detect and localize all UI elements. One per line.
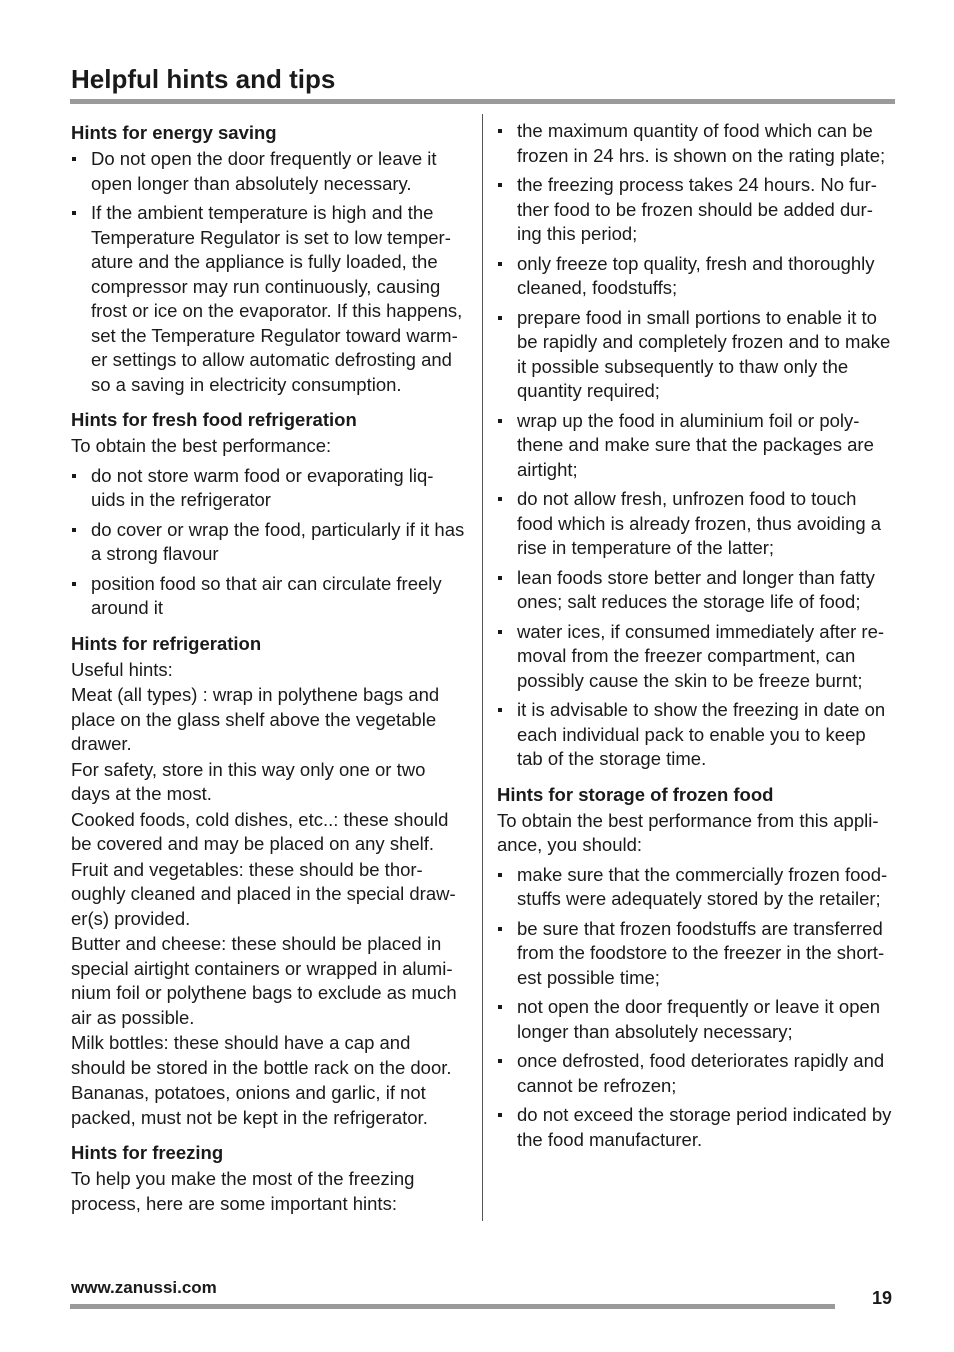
list-item: do not allow fresh, unfrozen food to touch food which is already frozen, thus avoiding a rise in temperature of the latter; bbox=[497, 487, 895, 561]
bullet-icon bbox=[72, 157, 76, 161]
paragraph: Cooked foods, cold dishes, etc..: these should be covered and may be placed on any shelf. bbox=[71, 808, 449, 854]
paragraph: Milk bottles: these should have a cap and should be stored in the bottle rack on the door. bbox=[71, 1032, 452, 1078]
list-item: position food so that air can circulate freely around it bbox=[71, 572, 469, 621]
storage-list bbox=[497, 863, 895, 1153]
paragraph: Useful hints: bbox=[71, 658, 173, 680]
storage-heading: Hints for storage of frozen food bbox=[497, 783, 774, 805]
energy-list bbox=[71, 147, 469, 397]
bullet-icon bbox=[498, 630, 502, 634]
list-item: make sure that the commercially frozen food- stuffs were adequately stored by the retailer; bbox=[497, 863, 895, 912]
bullet-icon bbox=[498, 316, 502, 320]
bullet-icon bbox=[498, 419, 502, 423]
bullet-icon bbox=[72, 474, 76, 478]
fresh-intro: To obtain the best performance: bbox=[71, 435, 332, 456]
left-column bbox=[71, 119, 469, 1217]
fresh-heading: Hints for fresh food refrigeration bbox=[71, 409, 357, 430]
bullet-icon bbox=[498, 497, 502, 501]
storage-intro: To obtain the best performance from this appli- ance, you should: bbox=[497, 809, 879, 855]
page-number: 19 bbox=[872, 1288, 893, 1308]
bullet-icon bbox=[72, 528, 76, 532]
bullet-icon bbox=[498, 129, 502, 133]
title-rule bbox=[70, 99, 895, 104]
list-item: the maximum quantity of food which can be frozen in 24 hrs. is shown on the rating plate; bbox=[497, 119, 895, 168]
footer-url[interactable]: www.zanussi.com bbox=[71, 1278, 217, 1297]
list-item: do not store warm food or evaporating liq- uids in the refrigerator bbox=[71, 464, 469, 513]
energy-heading: Hints for energy saving bbox=[71, 122, 277, 143]
list-item: Do not open the door frequently or leave it open longer than absolutely necessary. bbox=[71, 147, 469, 196]
list-item: do not exceed the storage period indicated by the food manufacturer. bbox=[497, 1103, 895, 1152]
bullet-icon bbox=[498, 1005, 502, 1009]
list-item: the freezing process takes 24 hours. No fur- ther food to be frozen should be added dur- ing this period; bbox=[497, 173, 895, 247]
list-item: prepare food in small portions to enable it to be rapidly and completely frozen and to make it possible subsequently to thaw only the quantity required; bbox=[497, 306, 895, 404]
bullet-icon bbox=[498, 1113, 502, 1117]
list-item: water ices, if consumed immediately after re- moval from the freezer compartment, can possibly cause the skin to be freeze burnt; bbox=[497, 620, 895, 694]
list-item: not open the door frequently or leave it open longer than absolutely necessary; bbox=[497, 995, 895, 1044]
list-item: wrap up the food in aluminium foil or poly- thene and make sure that the packages are airtight; bbox=[497, 409, 895, 483]
list-item: once defrosted, food deteriorates rapidly and cannot be refrozen; bbox=[497, 1049, 895, 1098]
paragraph: Butter and cheese: these should be placed in special airtight containers or wrapped in alumi- nium foil or polythene bags to exclude as much air as possible. bbox=[71, 933, 457, 1028]
bullet-icon bbox=[72, 582, 76, 586]
list-item: it is advisable to show the freezing in date on each individual pack to enable you to keep tab of the storage time. bbox=[497, 698, 895, 772]
bullet-icon bbox=[498, 927, 502, 931]
footer-rule bbox=[70, 1304, 835, 1309]
bullet-icon bbox=[72, 211, 76, 215]
bullet-icon bbox=[498, 708, 502, 712]
bullet-icon bbox=[498, 576, 502, 580]
freezing-heading: Hints for freezing bbox=[71, 1142, 224, 1163]
freezing-intro: To help you make the most of the freezing process, here are some important hints: bbox=[71, 1168, 415, 1214]
freezing-list bbox=[497, 119, 895, 772]
refrigeration-heading: Hints for refrigeration bbox=[71, 632, 262, 654]
bullet-icon bbox=[498, 1059, 502, 1063]
list-item: do cover or wrap the food, particularly if it has a strong flavour bbox=[71, 518, 469, 567]
bullet-icon bbox=[498, 183, 502, 187]
paragraph: For safety, store in this way only one or two days at the most. bbox=[71, 758, 426, 804]
right-column bbox=[497, 119, 895, 1157]
list-item: only freeze top quality, fresh and thoroughly cleaned, foodstuffs; bbox=[497, 252, 895, 301]
page-title: Helpful hints and tips bbox=[71, 64, 336, 94]
paragraph: Bananas, potatoes, onions and garlic, if not packed, must not be kept in the refrigerator. bbox=[71, 1082, 428, 1128]
paragraph: Fruit and vegetables: these should be thor- oughly cleaned and placed in the special draw- er(s) provided. bbox=[71, 858, 456, 929]
list-item: If the ambient temperature is high and the Temperature Regulator is set to low temper- ature and the appliance is fully loaded, the compressor may run continuously, causing frost or ice on the evaporator. If this happens, set the Temperature Regulator toward warm- er settings to allow automatic defrosting and so a saving in electricity consumption. bbox=[71, 201, 469, 397]
list-item: be sure that frozen foodstuffs are transferred from the foodstore to the freezer in the short- est possible time; bbox=[497, 917, 895, 991]
bullet-icon bbox=[498, 262, 502, 266]
bullet-icon bbox=[498, 873, 502, 877]
list-item: lean foods store better and longer than fatty ones; salt reduces the storage life of food; bbox=[497, 566, 895, 615]
column-divider bbox=[482, 114, 483, 1221]
fresh-list bbox=[71, 464, 469, 621]
paragraph: Meat (all types) : wrap in polythene bags and place on the glass shelf above the vegetable drawer. bbox=[71, 684, 440, 754]
